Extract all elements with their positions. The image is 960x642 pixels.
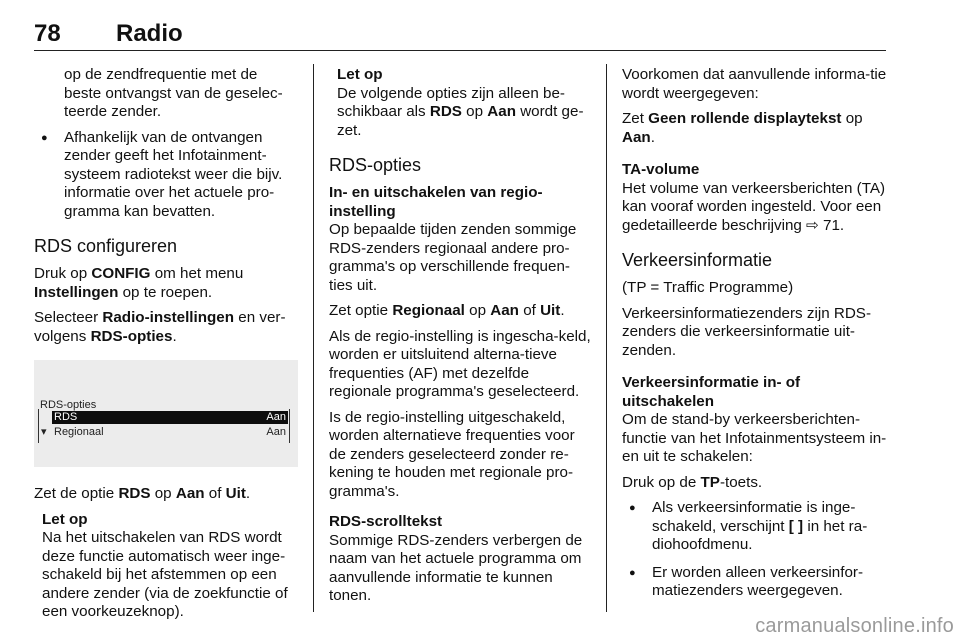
paragraph-regio-uit: Is de regio-instelling uitgeschakeld, worden alternatieve frequenties voor de zenders geselecteerd zonder re-kening te houden met regionale pro-gramma's.: [329, 408, 575, 500]
note-body: De volgende opties zijn alleen be-schikbaar als RDS op Aan wordt ge-zet.: [337, 84, 584, 139]
screen-title: RDS-opties: [40, 399, 97, 411]
chevron-down-icon: ▾: [41, 426, 47, 438]
row-label-regionaal: Regionaal: [54, 426, 104, 438]
paragraph-druk-tp: Druk op de TP-toets.: [622, 473, 763, 491]
paragraph-select: Selecteer Radio-instellingen en ver-volgens RDS-opties.: [34, 309, 286, 345]
note-body: Na het uitschakelen van RDS wordt deze functie automatisch weer inge-schakeld bij het afstemmen op een andere zender (via de zoekfunctie of een voorkeuzeknop).: [42, 529, 288, 620]
tp-button-ref: TP: [700, 473, 720, 491]
heading-rds-opties: RDS-opties: [329, 155, 422, 175]
screen-row-rds-selected: [52, 411, 288, 424]
bullet-tp-on: ● Als verkeersinformatie is inge-schakeld, verschijnt [ ] in het ra-diohoofdmenu.: [622, 499, 890, 555]
column-divider-1: [313, 64, 314, 612]
paragraph-continuation: op de zendfrequentie met de beste ontvangst van de geselec-teerde zender.: [64, 66, 283, 120]
paragraph-zenders: Verkeersinformatiezenders zijn RDS-zenders die verkeersinformatie uit-zenden.: [622, 304, 871, 359]
paragraph-regio: Op bepaalde tijden zenden sommige RDS-zenders regionaal andere pro-gramma's op verschillende frequen-ties uit.: [329, 221, 577, 294]
page-number: 78: [34, 20, 61, 47]
rds-options-screen-image: [34, 360, 298, 467]
row-value-rds: Aan: [266, 411, 286, 423]
heading-rds-scrolltekst: RDS-scrolltekst: [329, 513, 443, 530]
row-label-rds: RDS: [54, 411, 78, 423]
note-heading: Let op: [42, 510, 88, 528]
watermark: carmanualsonline.info: [755, 615, 954, 637]
paragraph-regio-aan: Als de regio-instelling is ingescha-keld, worden er uitsluitend alterna-tieve frequenties (AF) met dezelfde regionale programma's geselecteerd.: [329, 327, 591, 400]
heading-ta-volume: TA-volume: [622, 161, 700, 178]
paragraph-scrolltekst: Sommige RDS-zenders verbergen de naam van het actuele programma om aanvullende informatie te kunnen tonen.: [329, 531, 583, 604]
paragraph-ta-volume: Het volume van verkeersberichten (TA) kan vooraf worden ingesteld. Voor een gedetailleerde beschrijving ⇨ 71.: [622, 179, 886, 234]
header-rule: [34, 50, 886, 51]
paragraph-voorkomen: Voorkomen dat aanvullende informa-tie wordt weergegeven:: [622, 66, 887, 102]
column-3: [622, 66, 890, 610]
note-heading: Let op: [337, 66, 383, 83]
config-button-ref: CONFIG: [91, 265, 151, 282]
screen-row-regionaal: [38, 425, 288, 439]
paragraph-config: Druk op CONFIG om het menu Instellingen op te roepen.: [34, 265, 244, 301]
heading-regio-instelling: In- en uitschakelen van regio-instelling: [329, 184, 543, 220]
heading-rds-configureren: RDS configureren: [34, 236, 178, 256]
heading-verkeersinformatie: Verkeersinformatie: [622, 250, 773, 270]
paragraph-zet-geen-rollende: Zet Geen rollende displaytekst op Aan.: [622, 110, 863, 146]
column-1: [34, 66, 298, 622]
bullet-tp-stations: ● Er worden alleen verkeersinfor-matiezenders weergegeven.: [622, 564, 890, 601]
paragraph-standby: Om de stand-by verkeersberichten-functie van het Infotainmentsysteem in- en uit te schakelen:: [622, 411, 887, 465]
paragraph-zet-regionaal: Zet optie Regionaal op Aan of Uit.: [329, 302, 565, 319]
page-title: Radio: [116, 20, 183, 47]
note-box: [34, 511, 298, 622]
paragraph-rds-option: Zet de optie RDS op Aan of Uit.: [34, 485, 251, 502]
column-2: [329, 66, 591, 613]
page-header: [34, 20, 886, 50]
heading-verkeersinfo-in-uit: Verkeersinformatie in- of uitschakelen: [622, 374, 801, 410]
paragraph-tp: (TP = Traffic Programme): [622, 279, 794, 296]
instellingen-menu-ref: Instellingen: [34, 283, 119, 301]
row-value-regionaal: Aan: [266, 426, 286, 438]
bullet-radiotext: ● Afhankelijk van de ontvangen zender geeft het Infotainment-systeem radiotekst weer die bijv. informatie over het actuele pro-gramma kan bevatten.: [34, 129, 298, 222]
column-divider-2: [606, 64, 607, 612]
note-box: [329, 66, 591, 140]
